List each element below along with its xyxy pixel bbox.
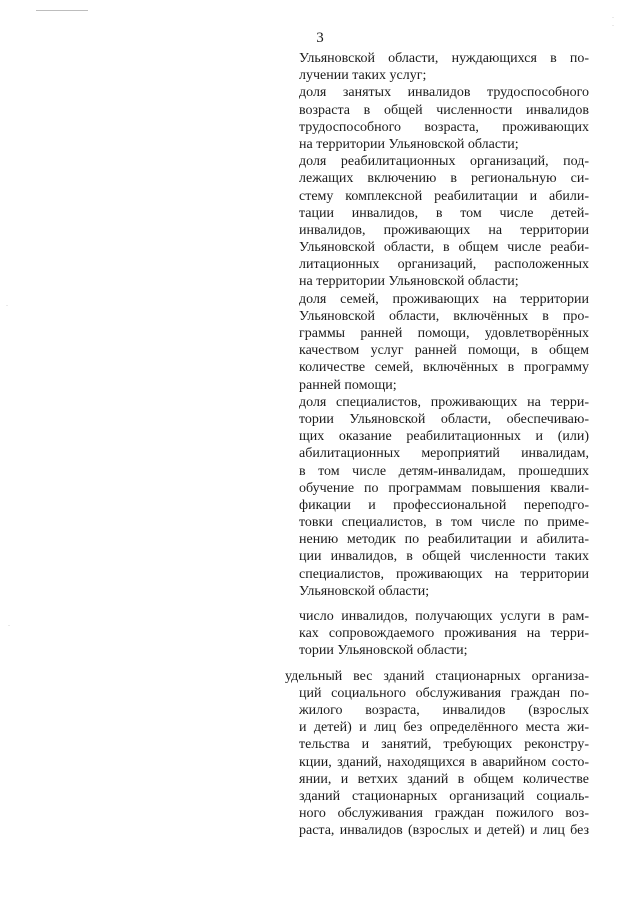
scan-artifact-dots: . [8,619,10,628]
text-line: нению методик по реабилитации и абилита- [299,532,589,548]
text-line: литационных организаций, расположенных [299,257,589,273]
text-line: в том числе детям-инвалидам, прошедших [299,463,589,479]
scan-artifact-dots: . [6,299,8,308]
scan-artifact-rule [36,10,88,11]
text-line: ках сопровождаемого проживания на терри- [299,626,589,642]
text-line: удельный вес зданий стационарных организа- [285,668,589,684]
text-line: Ульяновской области, нуждающихся в по- [299,51,589,66]
text-line: тельства и занятий, требующих реконстру- [299,737,589,753]
text-line: жилого возраста, инвалидов (взрослых [299,702,589,718]
text-line: доля семей, проживающих на территории [299,291,589,307]
text-line: на территории Ульяновской области; [299,274,519,290]
text-line: стему комплексной реабилитации и абили- [299,188,589,204]
text-line: щих оказание реабилитационных и (или) [299,429,589,445]
text-line: Ульяновской области, включённых в про- [299,308,589,324]
text-line: доля специалистов, проживающих на терри- [299,394,589,410]
text-line: Ульяновской области, в общем числе реаби- [299,240,589,256]
text-line: ного обслуживания граждан пожилого воз- [299,806,589,822]
text-line: янии, и ветхих зданий в общем количестве [299,771,589,787]
text-line: раста, инвалидов (взрослых и детей) и лиц без [299,823,589,839]
text-line: лучении таких услуг; [299,68,427,84]
text-line: доля занятых инвалидов трудоспособного [299,85,589,101]
text-line: Ульяновской области; [299,583,430,599]
document-body-text [285,50,589,839]
text-line: качеством услуг ранней помощи, в общем [299,343,589,359]
text-line: трудоспособного возраста, проживающих [299,119,589,135]
text-line: на территории Ульяновской области; [299,136,519,152]
text-line: товки специалистов, в том числе по приме- [299,515,589,531]
scan-artifact-dots: . . [612,11,614,28]
text-line: ции инвалидов, в общей численности таких [299,549,589,565]
text-line: число инвалидов, получающих услуги в рам- [299,609,589,624]
text-line: количестве семей, включённых в программу [299,360,589,376]
text-line: ций социального обслуживания граждан по- [299,685,589,701]
text-line: тации инвалидов, в том числе детей- [299,205,589,221]
text-line: возраста в общей численности инвалидов [299,102,589,118]
text-line: доля реабилитационных организаций, под- [299,154,589,170]
text-line: зданий стационарных организаций социаль- [299,788,589,804]
text-line: тории Ульяновской области, обеспечиваю- [299,411,589,427]
text-line: тории Ульяновской области; [299,643,468,659]
text-line: фикации и профессиональной переподго- [299,497,589,513]
text-line: обучение по программам повышения квали- [299,480,589,496]
page-number: 3 [316,30,324,46]
text-line: и детей) и лиц без определённого места жи- [299,720,589,736]
text-line: кции, зданий, находящихся в аварийном состо- [299,754,589,770]
text-line: лежащих включению в региональную си- [299,171,589,187]
text-line: специалистов, проживающих на территории [299,566,589,582]
text-line: абилитационных мероприятий инвалидам, [299,446,589,462]
text-line: инвалидов, проживающих на территории [299,222,589,238]
text-line: ранней помощи; [299,377,397,393]
text-line: граммы ранней помощи, удовлетворённых [299,326,589,341]
